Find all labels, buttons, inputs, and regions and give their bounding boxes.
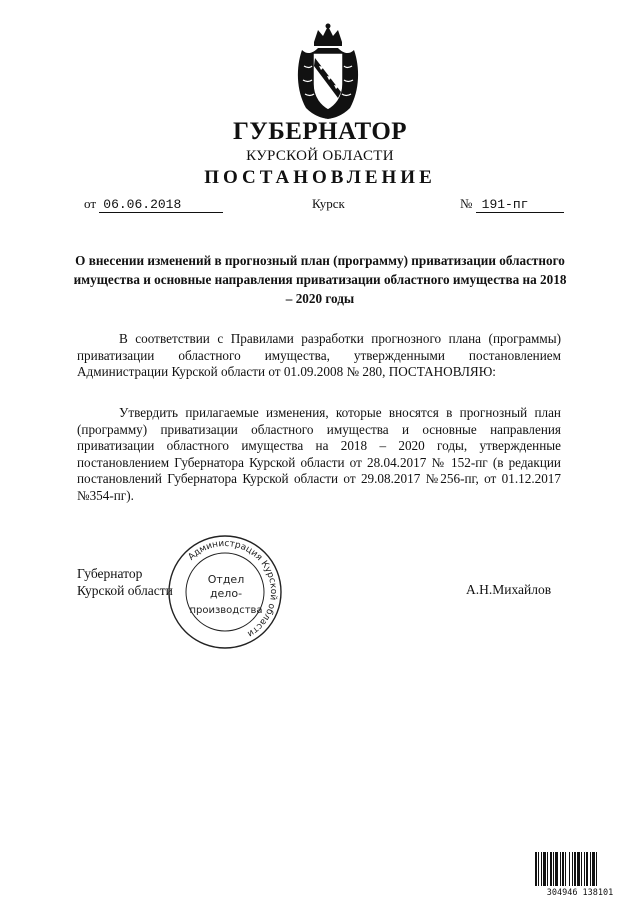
signature-position-line-1: Губернатор <box>77 566 143 581</box>
barcode-number: 304946 138101 <box>546 888 614 897</box>
barcode-bar <box>543 852 546 886</box>
document-type: ПОСТАНОВЛЕНИЕ <box>204 167 436 188</box>
barcode-bar <box>577 852 580 886</box>
barcode-bar <box>550 852 552 886</box>
barcode <box>534 852 626 897</box>
barcode-bar <box>572 852 573 886</box>
barcode-bar <box>586 852 588 886</box>
document-title: ГУБЕРНАТОР <box>232 118 408 145</box>
barcode-bar <box>590 852 591 886</box>
barcode-bar <box>569 852 570 886</box>
barcode-bar <box>555 852 558 886</box>
signature-position <box>77 565 173 599</box>
barcode-bar <box>574 852 576 886</box>
barcode-bar <box>560 852 561 886</box>
barcode-bar <box>596 852 597 886</box>
stamp-ring-text: Администрация Курской области <box>186 538 279 639</box>
number-field <box>460 196 564 213</box>
barcode-bar <box>535 852 537 886</box>
barcode-bar <box>562 852 564 886</box>
signatory-name: А.Н.Михайлов <box>466 582 552 597</box>
barcode-bar <box>581 852 582 886</box>
office-stamp <box>166 533 284 651</box>
stamp-center-line-1: Отдел <box>207 573 245 586</box>
barcode-bar <box>538 852 539 886</box>
subject-heading: О внесении изменений в прогнозный план (программу) приватизации областного имущества и основные направления приватизации областного имущества на 2018 – 2020 годы <box>73 253 567 306</box>
number-value: 191-пг <box>476 197 564 213</box>
stamp-center-line-2: дело- <box>209 587 243 600</box>
date-prefix: от <box>84 196 97 211</box>
city-label: Курск <box>312 196 345 211</box>
date-field <box>84 196 223 213</box>
body-paragraph-1: В соответствии с Правилами разработки прогнозного плана (программы) приватизации областного имущества, утвержденными постановлением Администрации Курской области от 01.09.2008 № 280, ПОСТАНОВЛЯЮ: <box>77 331 561 379</box>
date-value: 06.06.2018 <box>99 197 223 213</box>
barcode-bar <box>584 852 585 886</box>
barcode-bar <box>592 852 595 886</box>
barcode-bar <box>565 852 566 886</box>
body-paragraph-2: Утвердить прилагаемые изменения, которые вносятся в прогнозный план (программу) приватизации областного имущества и основные направления приватизации областного имущества на 2018 – 2020 годы, утвержденные постановлением Губернатора Курской области от 28.04.2017 № 152-пг (в редакции постановлений Губернатора Курской области от 29.08.2017 №256-пг, от 01.12.2017 №354-пг). <box>77 405 561 503</box>
number-prefix: № <box>460 196 473 211</box>
region-subtitle: КУРСКОЙ ОБЛАСТИ <box>246 148 394 164</box>
coat-of-arms-icon <box>292 22 364 120</box>
barcode-bar <box>547 852 548 886</box>
barcode-bars <box>535 852 597 886</box>
barcode-bar <box>541 852 542 886</box>
signature-position-line-2: Курской области <box>77 583 173 598</box>
barcode-bar <box>553 852 554 886</box>
stamp-center-line-3: производства <box>189 605 263 616</box>
